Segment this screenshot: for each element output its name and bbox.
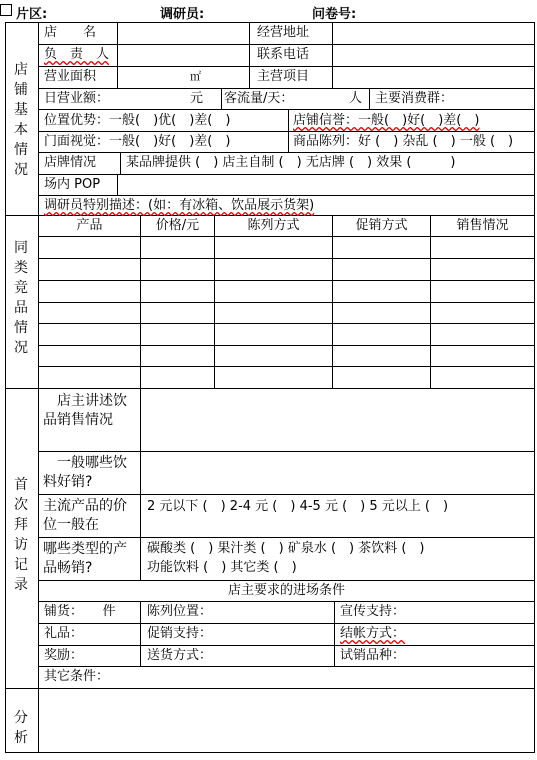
main-items-label: 主营项目 [257,69,310,84]
area-label: 片区: [16,7,48,22]
column-header-display: 陈列方式 [247,218,300,233]
column-header-sales: 销售情况 [456,218,509,233]
daily-sales-unit: 元 [190,91,204,106]
store-sign-label: 店牌情况 [44,155,97,170]
drink-type-options-1: 碳酸类 ( ) 果汁类 ( ) 矿泉水 ( ) 茶饮料 ( ) [147,541,425,556]
storefront-visual: 门面视觉：一般( )好( )差( ) [44,134,231,149]
special-description: 调研员特别描述：(如：有冰箱、饮品展示货架) [44,198,315,213]
display-position-label: 陈列位置： [147,604,213,619]
goods-display: 商品陈列：好 ( ) 杂乱 ( ) 一般 ( ) [293,134,514,149]
question-popular-types: 哪些类型的产品畅销? [43,541,127,576]
page-header [0,0,537,22]
address-label: 经营地址 [257,25,310,40]
area-label: 营业面积 [44,69,97,84]
location-advantage: 位置优势：一般( )优( )差( ) [44,113,231,128]
column-header-promotion: 促销方式 [355,218,408,233]
column-header-product: 产品 [76,218,103,233]
questionnaire-label: 问卷号: [312,7,357,22]
section-analysis: 分 析 [14,710,28,746]
question-popular-drinks: 一般哪些饮料好销? [43,455,127,490]
owner-label: 负 责 人 [44,47,110,62]
reward-label: 奖励： [44,648,84,663]
section-first-visit: 首 次 拜 访 记 录 [14,477,28,593]
stock-label: 铺货： 件 [44,604,116,619]
price-range-options: 2 元以下 ( ) 2-4 元 ( ) 4-5 元 ( ) 5 元以上 ( ) [147,499,449,514]
trial-label: 试销品种： [340,648,406,663]
delivery-label: 送货方式： [147,648,213,663]
checkbox-icon [0,4,12,16]
settlement-label: 结帐方式： [340,626,406,641]
promo-support-label: 宣传支持： [340,604,406,619]
promotion-support-label: 促销支持： [147,626,213,641]
consumers-label: 主要消费群： [375,91,454,106]
drink-type-options-2: 功能饮料 ( ) 其它类 ( ) [147,560,297,575]
store-credit: 店铺信誉：一般( )好( )差( ) [293,113,480,128]
section-competitors: 同 类 竞 品 情 况 [14,240,28,356]
daily-sales-label: 日营业额： [44,91,110,106]
researcher-label: 调研员: [160,7,205,22]
pop-label: 场内 POP [44,177,101,192]
question-price-range: 主流产品的价位一般在 [43,498,127,533]
gift-label: 礼品： [44,626,84,641]
traffic-label: 客流量/天： [224,91,294,106]
question-sales-description: 店主讲述饮品销售情况 [43,393,127,428]
traffic-unit: 人 [349,91,363,106]
area-unit: ㎡ [190,70,201,83]
store-name-label: 店 名 [44,25,97,40]
entry-conditions-title: 店主要求的进场条件 [227,583,345,598]
column-header-price: 价格/元 [155,218,200,233]
store-sign-options: 某品牌提供 ( ) 店主自制 ( ) 无店牌 ( ) 效果 ( ) [126,155,456,170]
phone-label: 联系电话 [257,47,310,62]
other-conditions-label: 其它条件： [44,669,110,684]
section-basic-info: 店 铺 基 本 情 况 [14,62,28,178]
